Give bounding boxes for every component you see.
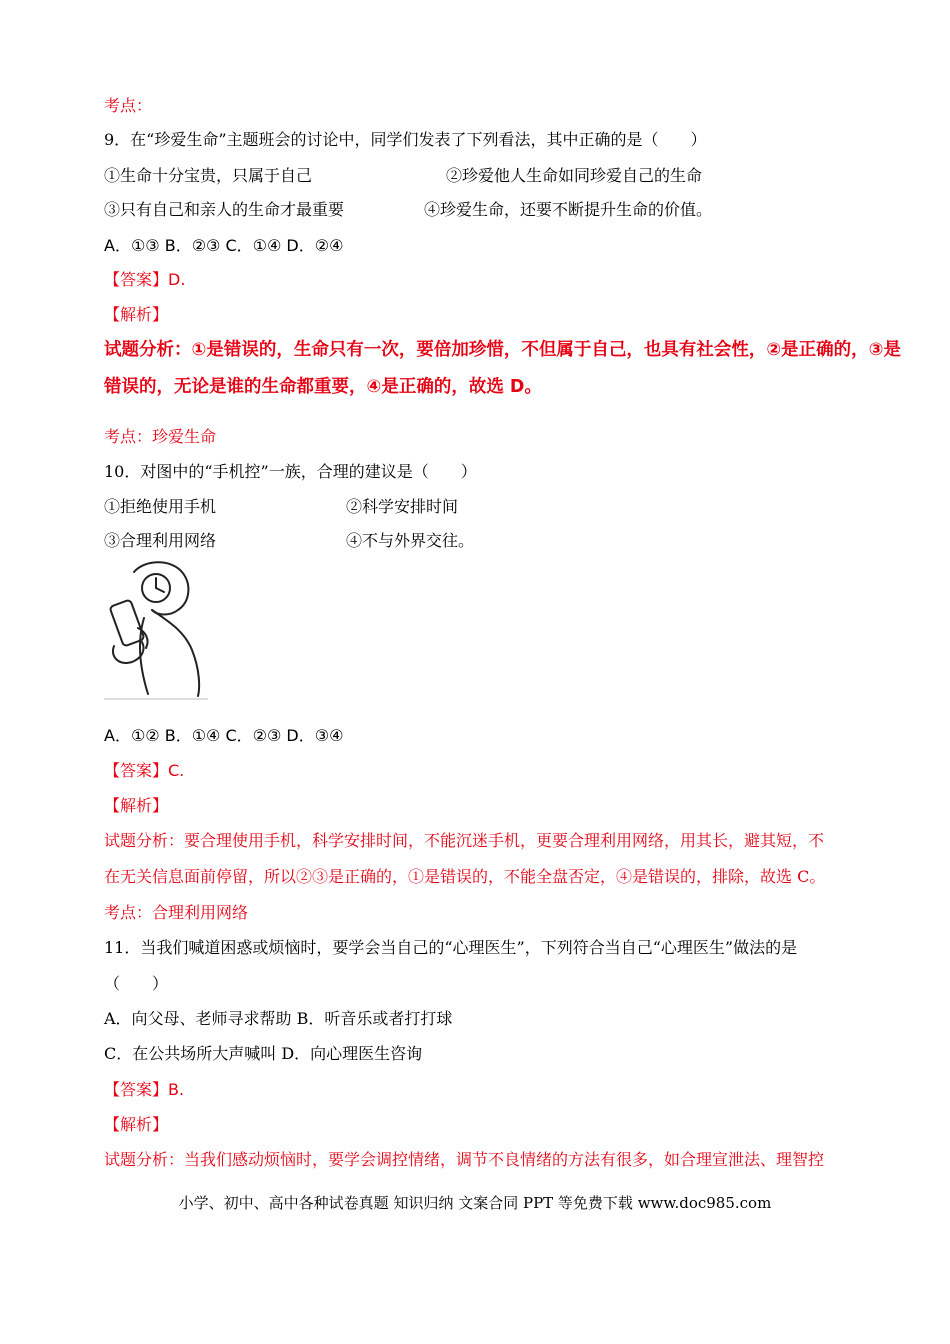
q11-choices-ab: A．向父母、老师寻求帮助 B．听音乐或者打打球 bbox=[104, 1009, 453, 1028]
q10-analysis-line-2: 在无关信息面前停留，所以②③是正确的，①是错误的，不能全盘否定，④是错误的，排除，故选 C。 bbox=[104, 867, 826, 886]
q9-option-3: ③只有自己和亲人的生命才最重要 bbox=[104, 200, 345, 219]
q10-option-2: ②科学安排时间 bbox=[346, 497, 459, 516]
q10-answer: 【答案】C. bbox=[104, 761, 185, 780]
q11-analysis-line-1: 试题分析：当我们感动烦恼时，要学会调控情绪，调节不良情绪的方法有很多，如合理宣泄法、理智控 bbox=[104, 1150, 825, 1169]
q11-choices-cd: C．在公共场所大声喊叫 D．向心理医生咨询 bbox=[104, 1044, 423, 1063]
q11-answer: 【答案】B. bbox=[104, 1080, 185, 1099]
q10-option-3: ③合理利用网络 bbox=[104, 531, 217, 550]
q10-option-4: ④不与外界交往。 bbox=[346, 531, 475, 550]
q10-analysis-label: 【解析】 bbox=[104, 796, 169, 815]
kaodian-label: 考点： bbox=[104, 96, 153, 115]
q9-analysis-label: 【解析】 bbox=[104, 305, 169, 324]
question-11-stem: 11．当我们喊道困惑或烦恼时，要学会当自己的“心理医生”，下列符合当自己“心理医生”做法的是 bbox=[104, 938, 798, 957]
q9-option-2: ②珍爱他人生命如同珍爱自己的生命 bbox=[446, 166, 703, 185]
page-footer: 小学、初中、高中各种试卷真题 知识归纳 文案合同 PPT 等免费下载 www.doc985.com bbox=[178, 1194, 772, 1212]
q9-analysis-line-1: 试题分析：①是错误的，生命只有一次，要倍加珍惜，不但属于自己，也具有社会性，②是正确的，③是 bbox=[104, 340, 901, 360]
q9-answer: 【答案】D. bbox=[104, 270, 186, 289]
q10-choices: A．①② B．①④ C．②③ D．③④ bbox=[104, 726, 344, 745]
q10-analysis-line-1: 试题分析：要合理使用手机，科学安排时间，不能沉迷手机，更要合理利用网络，用其长，避其短，不 bbox=[104, 831, 825, 850]
q9-analysis-line-2: 错误的，无论是谁的生命都重要，④是正确的，故选 D。 bbox=[104, 377, 542, 397]
q9-kaodian: 考点：珍爱生命 bbox=[104, 427, 217, 446]
q11-analysis-label: 【解析】 bbox=[104, 1115, 169, 1134]
question-10-stem: 10．对图中的“手机控”一族，合理的建议是（ ） bbox=[104, 462, 477, 481]
q11-paren: （ ） bbox=[104, 974, 169, 993]
q9-choices: A．①③ B．②③ C．①④ D．②④ bbox=[104, 236, 344, 255]
q9-option-4: ④珍爱生命，还要不断提升生命的价值。 bbox=[424, 200, 713, 219]
question-9-stem: 9．在“珍爱生命”主题班会的讨论中，同学们发表了下列看法，其中正确的是（ ） bbox=[104, 130, 707, 149]
q9-option-1: ①生命十分宝贵，只属于自己 bbox=[104, 166, 313, 185]
q10-option-1: ①拒绝使用手机 bbox=[104, 497, 217, 516]
phone-addict-illustration bbox=[104, 558, 208, 700]
q10-kaodian: 考点：合理利用网络 bbox=[104, 903, 249, 922]
